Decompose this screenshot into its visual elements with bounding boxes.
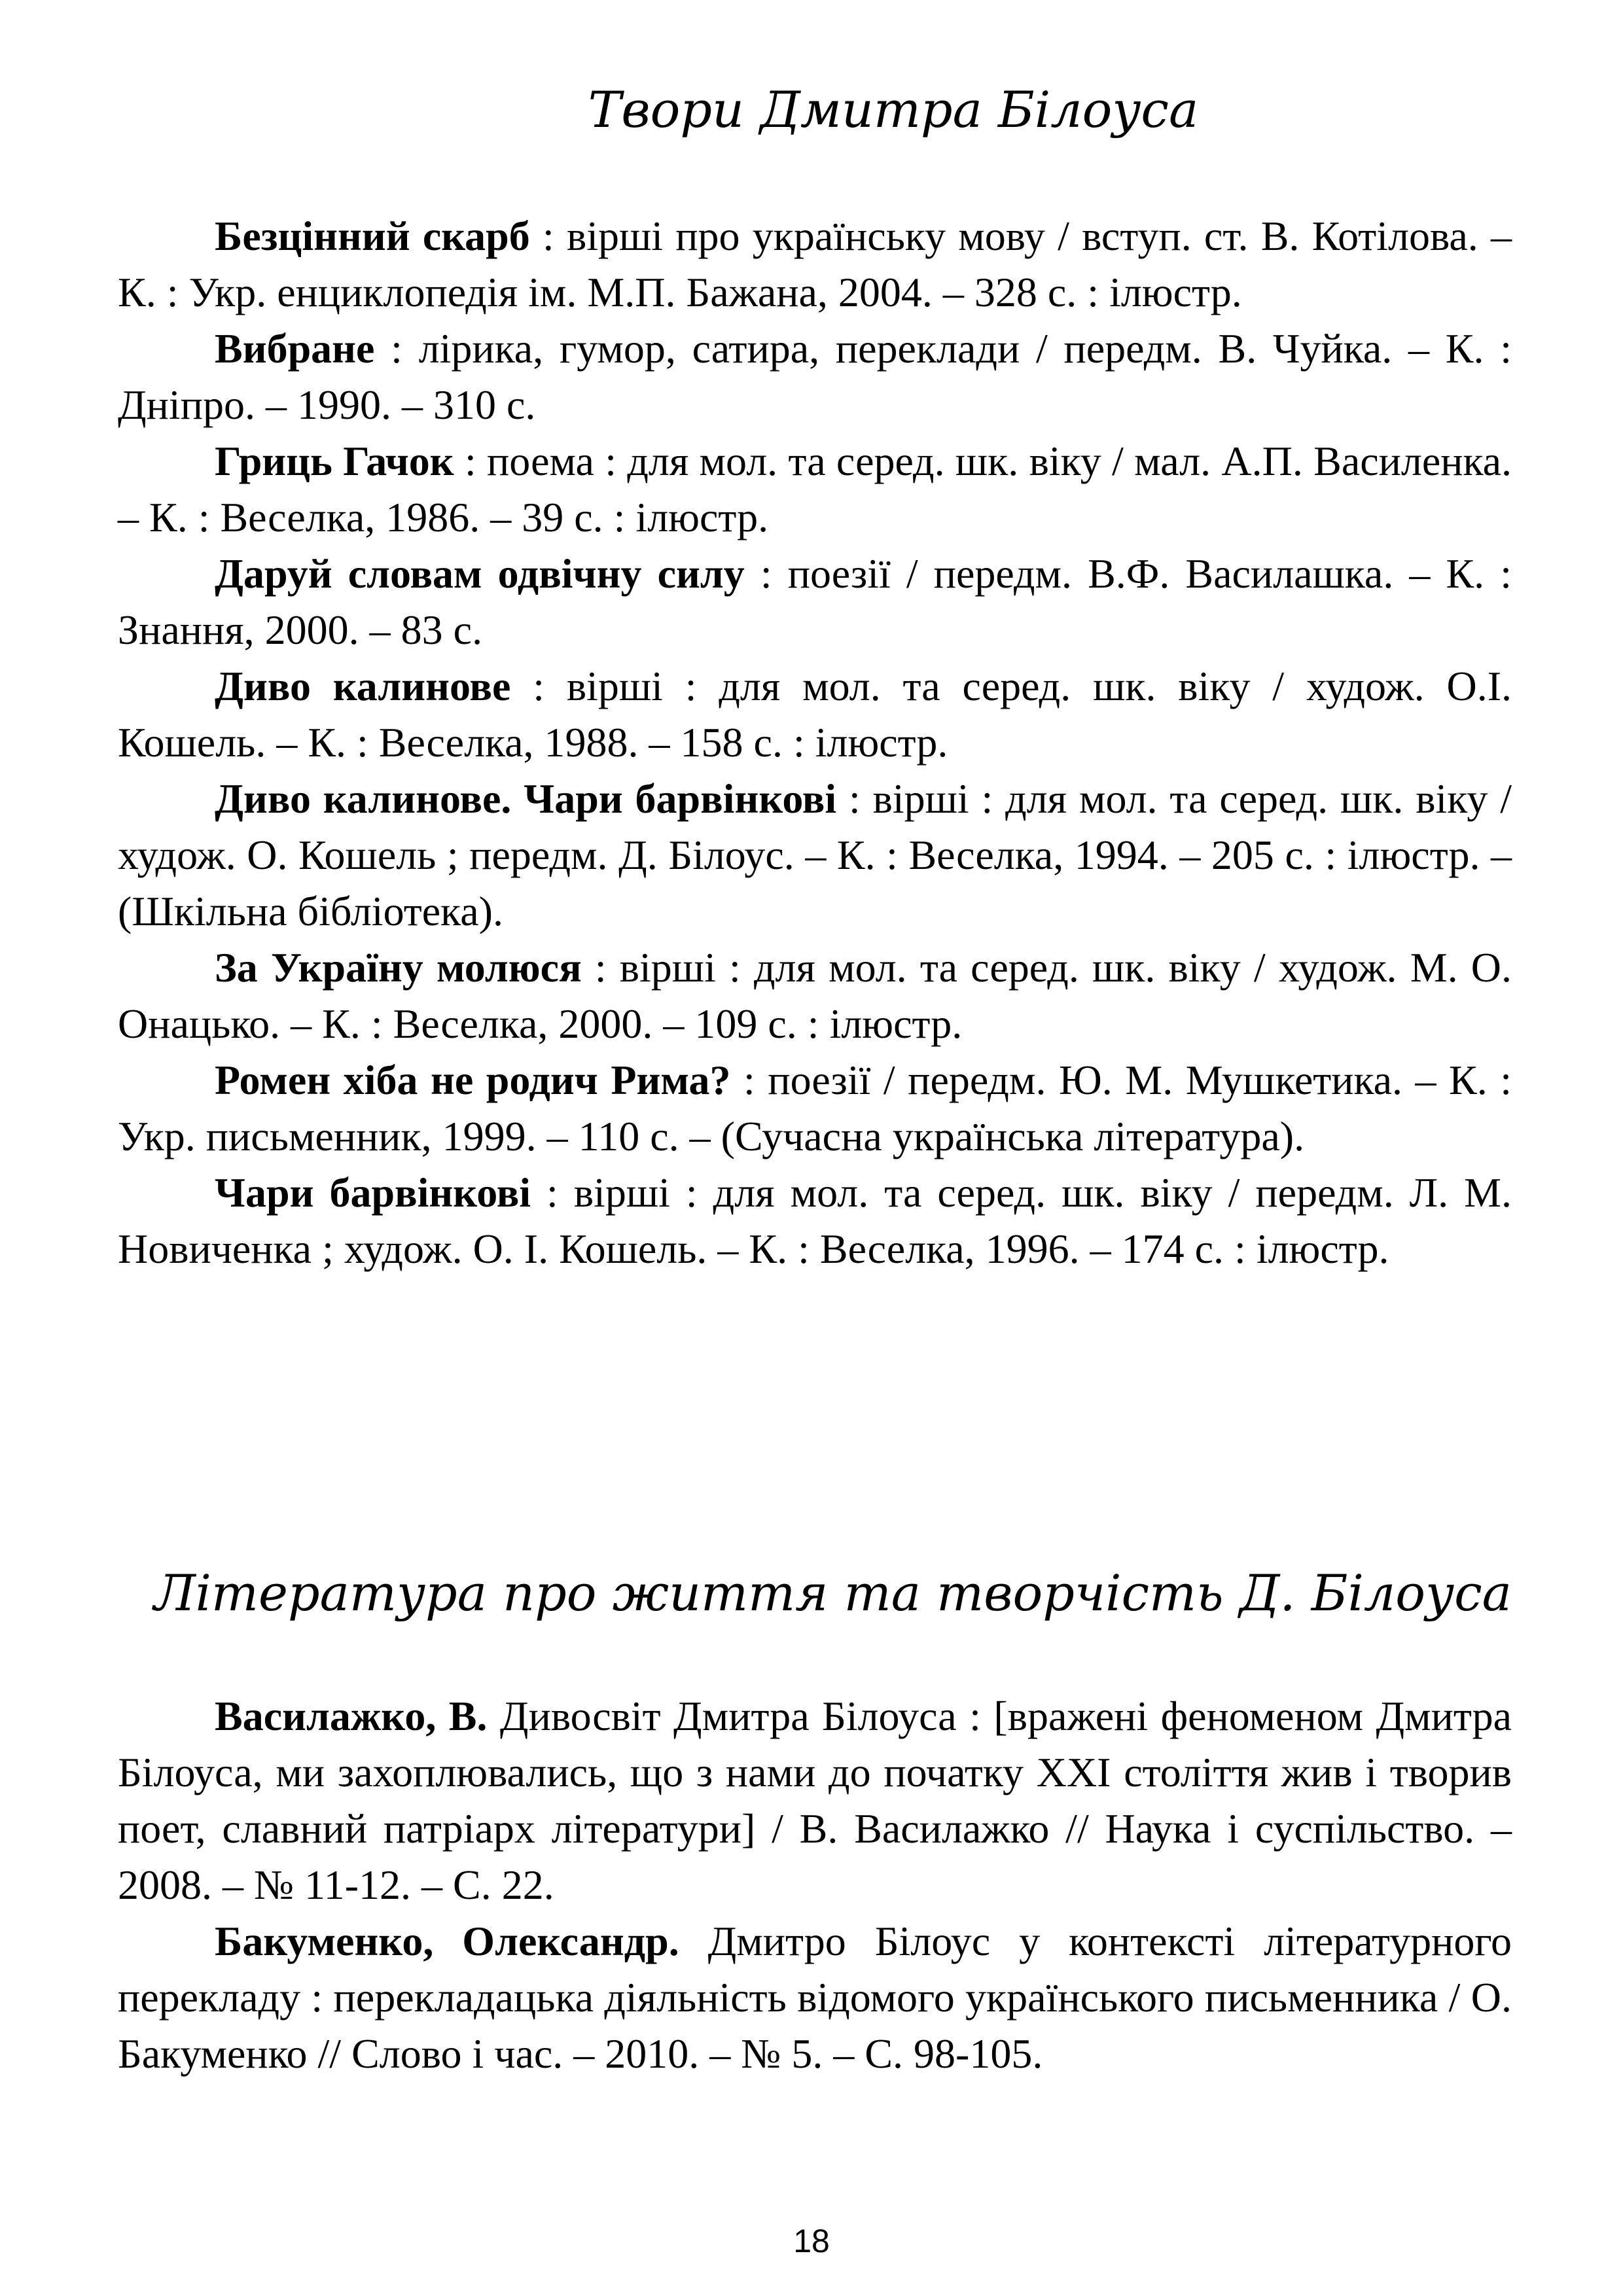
entry-author: Василажко, В. [215, 1693, 488, 1739]
entry-title: Даруй словам одвічну силу [215, 550, 745, 597]
bibliography-entry [118, 433, 1512, 546]
entry-title: Безцінний скарб [215, 213, 530, 259]
entry-details: : вірші : для мол. та серед. шк. віку / передм. Л. М. Новиченка ; худож. О. І. Кошель. – К. : Веселка, 1996. – 174 с. : ілюстр. [118, 1169, 1512, 1272]
bibliography-entry [118, 1165, 1512, 1277]
entry-details: : поезії / передм. В.Ф. Василашка. – К. : Знання, 2000. – 83 с. [118, 550, 1512, 653]
bibliography-entry [118, 658, 1512, 771]
entry-details: : поема : для мол. та серед. шк. віку / мал. А.П. Василенка. – К. : Веселка, 1986. – 39 с. : ілюстр. [118, 438, 1512, 540]
bibliography-entry [118, 1913, 1512, 2082]
bibliography-entry [118, 771, 1512, 940]
bibliography-entry [118, 208, 1512, 321]
entry-details: Дмитро Білоус у контексті літературного перекладу : перекладацька діяльність відомого українського письменника / О. Бакуменко // Слово і час. – 2010. – № 5. – С. 98-105. [118, 1918, 1512, 2077]
bibliography-entry [118, 1688, 1512, 1913]
entry-details: Дивосвіт Дмитра Білоуса : [вражені феноменом Дмитра Білоуса, ми захоплювались, що з нами до початку ХХІ століття жив і творив поет, славний патріарх літератури] / В. Василажко // Наука і суспільство. – 2008. – № 11-12. – С. 22. [118, 1693, 1512, 1908]
entry-title: Диво калинове [215, 663, 511, 709]
entry-details: : вірші : для мол. та серед. шк. віку / худож. О. Кошель ; передм. Д. Білоус. – К. : Веселка, 1994. – 205 с. : ілюстр. – (Шкільна бібліотека). [118, 775, 1512, 934]
bibliography-entry [118, 321, 1512, 433]
entry-details: : вірші про українську мову / вступ. ст. В. Котілова. – К. : Укр. енциклопедія ім. М.П. Бажана, 2004. – 328 с. : ілюстр. [118, 213, 1512, 315]
bibliography-entry [118, 1052, 1512, 1165]
section-title-works: Твори Дмитра Білоуса [588, 80, 1199, 139]
entry-title: Гриць Гачок [215, 438, 454, 484]
page-number: 18 [793, 2223, 830, 2259]
entry-details: : поезії / передм. Ю. М. Мушкетика. – К. : Укр. письменник, 1999. – 110 с. – (Сучасна українська література). [118, 1057, 1512, 1159]
section-title-literature: Література про життя та творчість Д. Білоуса [154, 1564, 1512, 1622]
entry-title: Ромен хіба не родич Рима? [215, 1057, 731, 1103]
entry-author: Бакуменко, Олександр. [215, 1918, 679, 1964]
entry-title: Чари барвінкові [215, 1169, 531, 1216]
entry-title: Вибране [215, 325, 375, 372]
entry-title: За Україну молюся [215, 944, 582, 991]
bibliography-entry [118, 546, 1512, 658]
entry-details: : лірика, гумор, сатира, переклади / передм. В. Чуйка. – К. : Дніпро. – 1990. – 310 с. [118, 325, 1512, 428]
entry-details: : вірші : для мол. та серед. шк. віку / худож. М. О. Онацько. – К. : Веселка, 2000. – 109 с. : ілюстр. [118, 944, 1512, 1047]
entry-details: : вірші : для мол. та серед. шк. віку / худож. О.І. Кошель. – К. : Веселка, 1988. – 158 с. : ілюстр. [118, 663, 1512, 766]
works-list [118, 208, 1512, 1277]
bibliography-entry [118, 940, 1512, 1052]
literature-list [118, 1688, 1512, 2082]
entry-title: Диво калинове. Чари барвінкові [215, 775, 837, 822]
